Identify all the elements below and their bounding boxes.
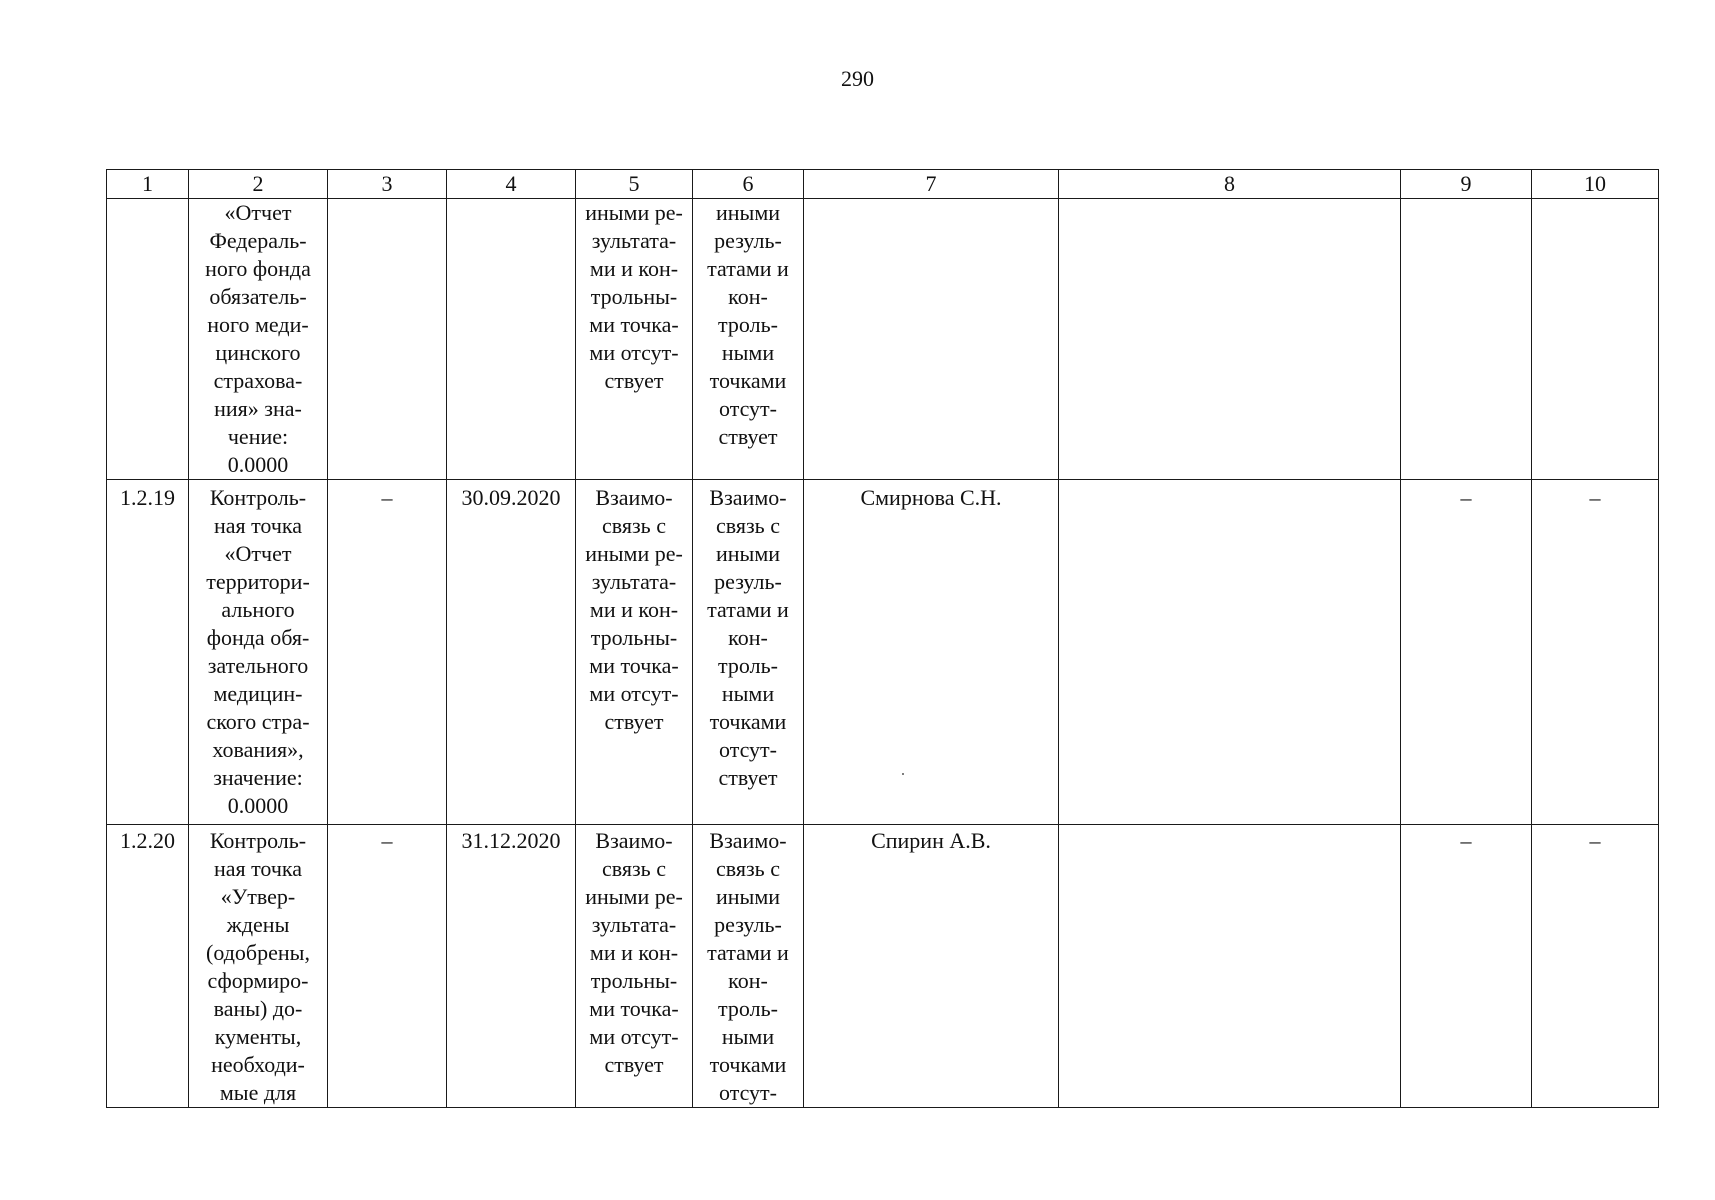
relation-cell: Взаимо- связь с иными ре- зультата- ми и кон- трольны- ми точка- ми отсут- ствует xyxy=(576,480,693,825)
header-col-8: 8 xyxy=(1059,170,1401,199)
item-name-cell: Контроль- ная точка «Отчет территори- ального фонда обя- зательного медицин- ского стра- хования», значение: 0.0000 xyxy=(189,480,328,825)
row-number-cell xyxy=(107,199,189,480)
col3-cell: – xyxy=(328,480,447,825)
document-table xyxy=(106,169,1659,1108)
col9-cell: – xyxy=(1401,480,1532,825)
header-col-2: 2 xyxy=(189,170,328,199)
header-row xyxy=(107,170,1659,199)
header-col-5: 5 xyxy=(576,170,693,199)
header-col-1: 1 xyxy=(107,170,189,199)
col10-cell: – xyxy=(1532,480,1659,825)
relation-cell: иными ре- зультата- ми и кон- трольны- ми точка- ми отсут- ствует xyxy=(576,199,693,480)
col9-cell xyxy=(1401,199,1532,480)
date-cell xyxy=(447,199,576,480)
header-col-3: 3 xyxy=(328,170,447,199)
header-col-4: 4 xyxy=(447,170,576,199)
item-name-cell: Контроль- ная точка «Утвер- ждены (одобрены, сформиро- ваны) до- кументы, необходи- мые для xyxy=(189,825,328,1108)
col10-cell: – xyxy=(1532,825,1659,1108)
relation-detail-cell: Взаимо- связь с иными резуль- татами и кон- троль- ными точками отсут- ствует xyxy=(693,480,804,825)
row-number-cell: 1.2.20 xyxy=(107,825,189,1108)
col10-cell xyxy=(1532,199,1659,480)
relation-detail-cell: иными резуль- татами и кон- троль- ными точками отсут- ствует xyxy=(693,199,804,480)
row-number-cell: 1.2.19 xyxy=(107,480,189,825)
col8-cell xyxy=(1059,480,1401,825)
page-number: 290 xyxy=(841,66,874,91)
col9-cell: – xyxy=(1401,825,1532,1108)
header-col-7: 7 xyxy=(804,170,1059,199)
scan-speck xyxy=(902,773,904,775)
responsible-cell: Спирин А.В. xyxy=(804,825,1059,1108)
table-row-1-2-19 xyxy=(107,480,1659,825)
col8-cell xyxy=(1059,825,1401,1108)
col3-cell xyxy=(328,199,447,480)
relation-detail-cell: Взаимо- связь с иными резуль- татами и кон- троль- ными точками отсут- xyxy=(693,825,804,1108)
date-cell: 30.09.2020 xyxy=(447,480,576,825)
relation-cell: Взаимо- связь с иными ре- зультата- ми и кон- трольны- ми точка- ми отсут- ствует xyxy=(576,825,693,1108)
table-row-continuation xyxy=(107,199,1659,480)
responsible-cell xyxy=(804,199,1059,480)
header-col-10: 10 xyxy=(1532,170,1659,199)
header-col-9: 9 xyxy=(1401,170,1532,199)
col3-cell: – xyxy=(328,825,447,1108)
responsible-cell: Смирнова С.Н. xyxy=(804,480,1059,825)
item-name-cell: «Отчет Федераль- ного фонда обязатель- ного меди- цинского страхова- ния» зна- чение: 0.0000 xyxy=(189,199,328,480)
date-cell: 31.12.2020 xyxy=(447,825,576,1108)
table-row-1-2-20 xyxy=(107,825,1659,1108)
col8-cell xyxy=(1059,199,1401,480)
header-col-6: 6 xyxy=(693,170,804,199)
